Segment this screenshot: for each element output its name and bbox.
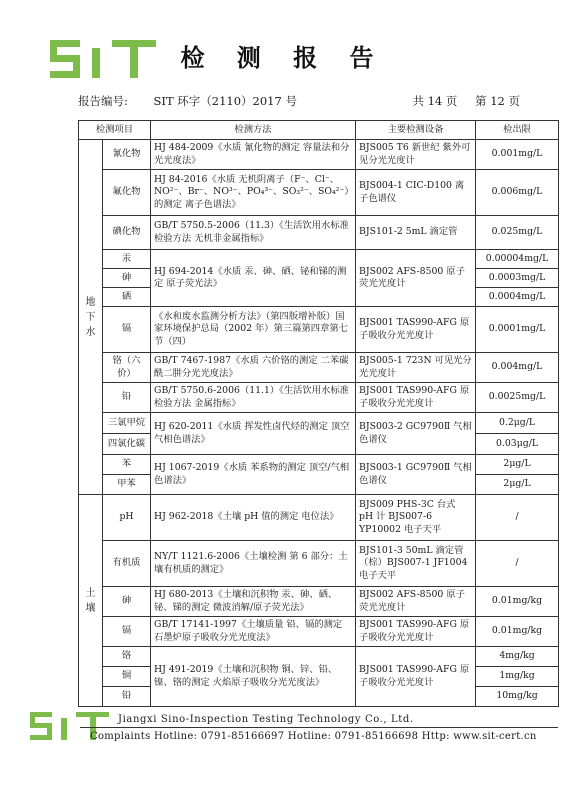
item-cell: 铜	[103, 667, 151, 687]
equipment-cell: BJS009 PHS-3C 台式 pH 计 BJS007-6 YP10002 电子天平	[356, 495, 476, 541]
limit-cell: 2μg/L	[476, 455, 559, 475]
equipment-cell: BJS005 T6 新世纪 紫外可见分光光度计	[356, 140, 476, 170]
equipment-cell: BJS002 AFS-8500 原子荧光光度计	[356, 587, 476, 617]
limit-cell: 0.2μg/L	[476, 413, 559, 434]
header-method: 检测方法	[151, 121, 356, 140]
limit-cell: 0.0001mg/L	[476, 307, 559, 353]
method-cell: HJ 680-2013《土壤和沉积物 汞、砷、硒、铋、锑的测定 微波消解/原子荧光法》	[151, 587, 356, 617]
page-number: 第 12 页	[475, 94, 520, 108]
method-cell: GB/T 5750.5-2006（11.3）《生活饮用水标准检验方法 无机非金属指标》	[151, 216, 356, 250]
limit-cell: 0.001mg/L	[476, 140, 559, 170]
equipment-cell: BJS004-1 CIC-D100 离子色谱仪	[356, 170, 476, 216]
item-cell: pH	[103, 495, 151, 541]
limit-cell: 0.025mg/L	[476, 216, 559, 250]
equipment-cell: BJS005-1 723N 可见光分光光度计	[356, 353, 476, 383]
method-cell: GB/T 17141-1997《土壤质量 铅、镉的测定 石墨炉原子吸收分光光度法》	[151, 617, 356, 647]
item-cell: 铅	[103, 687, 151, 707]
limit-cell: 0.004mg/L	[476, 353, 559, 383]
limit-cell: 0.0004mg/L	[476, 288, 559, 307]
item-cell: 碘化物	[103, 216, 151, 250]
method-cell: HJ 1067-2019《水质 苯系物的测定 顶空/气相色谱法》	[151, 455, 356, 495]
category-groundwater	[79, 140, 103, 495]
limit-cell: 2μg/L	[476, 475, 559, 495]
item-cell: 三氯甲烷	[103, 413, 151, 434]
equipment-cell: BJS001 TAS990-AFG 原子吸收分光光度计	[356, 307, 476, 353]
table-row	[79, 587, 559, 617]
limit-cell: 0.01mg/kg	[476, 587, 559, 617]
limit-cell: 0.01mg/kg	[476, 617, 559, 647]
equipment-cell: BJS001 TAS990-AFG 原子吸收分光光度计	[356, 617, 476, 647]
limit-cell: /	[476, 495, 559, 541]
item-cell: 氰化物	[103, 140, 151, 170]
item-cell: 甲苯	[103, 475, 151, 495]
table-row	[79, 495, 559, 541]
limit-cell: 10mg/kg	[476, 687, 559, 707]
method-cell: GB/T 7467-1987《水质 六价铬的测定 二苯碳酰二肼分光光度法》	[151, 353, 356, 383]
item-cell: 苯	[103, 455, 151, 475]
limit-cell: 0.0025mg/L	[476, 383, 559, 413]
equipment-cell: BJS101-3 50mL 滴定管（棕）BJS007-1 JF1004 电子天平	[356, 541, 476, 587]
table-row	[79, 353, 559, 383]
limit-cell: /	[476, 541, 559, 587]
equipment-cell: BJS002 AFS-8500 原子荧光光度计	[356, 250, 476, 307]
item-cell: 四氯化碳	[103, 434, 151, 455]
method-cell: HJ 962-2018《土壤 pH 值的测定 电位法》	[151, 495, 356, 541]
report-number-value: SIT 环字（2110）2017 号	[153, 94, 297, 108]
item-cell: 铬（六价）	[103, 353, 151, 383]
method-cell: 《水和废水监测分析方法》（第四版增补版）国家环境保护总局（2002 年）第三篇第四章第七节（四）	[151, 307, 356, 353]
table-row	[79, 170, 559, 216]
limit-cell: 0.006mg/L	[476, 170, 559, 216]
test-methods-table	[78, 120, 559, 707]
table-row	[79, 307, 559, 353]
table-row	[79, 541, 559, 587]
equipment-cell: BJS003-2 GC9790Ⅱ 气相色谱仪	[356, 413, 476, 455]
table-row	[79, 455, 559, 475]
item-cell: 汞	[103, 250, 151, 269]
header-limit: 检出限	[476, 121, 559, 140]
item-cell: 砷	[103, 269, 151, 288]
table-row	[79, 383, 559, 413]
method-cell: HJ 484-2009《水质 氰化物的测定 容量法和分光光度法》	[151, 140, 356, 170]
report-number-label: 报告编号:	[78, 94, 128, 108]
header-equipment: 主要检测设备	[356, 121, 476, 140]
table-row	[79, 250, 559, 269]
footer-divider	[80, 727, 558, 728]
total-pages: 共 14 页	[412, 94, 458, 108]
method-cell: HJ 84-2016《水质 无机阴离子（F⁻、Cl⁻、NO²⁻、Br⁻、NO³⁻、PO₄³⁻、SO₃²⁻、SO₄²⁻）的测定 离子色谱法》	[151, 170, 356, 216]
table-row	[79, 140, 559, 170]
item-cell: 镉	[103, 307, 151, 353]
method-cell: GB/T 5750.6-2006（11.1）《生活饮用水标准检验方法 金属指标》	[151, 383, 356, 413]
report-title: 检 测 报 告	[180, 43, 386, 72]
method-cell: HJ 491-2019《土壤和沉积物 铜、锌、铅、镍、铬的测定 火焰原子吸收分光光度法》	[151, 647, 356, 707]
limit-cell: 1mg/kg	[476, 667, 559, 687]
limit-cell: 4mg/kg	[476, 647, 559, 667]
footer-company-name: Jiangxi Sino-Inspection Testing Technology Co., Ltd.	[118, 714, 414, 725]
equipment-cell: BJS001 TAS990-AFG 原子吸收分光光度计	[356, 383, 476, 413]
limit-cell: 0.00004mg/L	[476, 250, 559, 269]
limit-cell: 0.0003mg/L	[476, 269, 559, 288]
equipment-cell: BJS003-1 GC9790Ⅱ 气相色谱仪	[356, 455, 476, 495]
method-cell: HJ 620-2011《水质 挥发性卤代烃的测定 顶空气相色谱法》	[151, 413, 356, 455]
table-header-row	[79, 121, 559, 140]
item-cell: 氟化物	[103, 170, 151, 216]
item-cell: 镉	[103, 617, 151, 647]
item-cell: 硒	[103, 288, 151, 307]
category-label: 地下水	[85, 296, 96, 338]
table-row	[79, 617, 559, 647]
item-cell: 铬	[103, 647, 151, 667]
category-soil	[79, 495, 103, 707]
limit-cell: 0.03μg/L	[476, 434, 559, 455]
item-cell: 砷	[103, 587, 151, 617]
page-info	[398, 93, 520, 109]
equipment-cell: BJS101-2 5mL 滴定管	[356, 216, 476, 250]
method-cell: HJ 694-2014《水质 汞、砷、硒、铋和锑的测定 原子荧光法》	[151, 250, 356, 307]
table-row	[79, 413, 559, 434]
header-item: 检测项目	[79, 121, 151, 140]
method-cell: NY/T 1121.6-2006《土壤检测 第 6 部分：土壤有机质的测定》	[151, 541, 356, 587]
item-cell: 有机质	[103, 541, 151, 587]
equipment-cell: BJS001 TAS990-AFG 原子吸收分光光度计	[356, 647, 476, 707]
table-row	[79, 647, 559, 667]
item-cell: 铅	[103, 383, 151, 413]
report-number	[78, 93, 297, 109]
category-label: 土壤	[85, 587, 96, 614]
table-row	[79, 216, 559, 250]
footer-contact-info: Complaints Hotline: 0791-85166697 Hotline: 0791-85166698 Http: www.sit-cert.cn	[90, 731, 537, 742]
